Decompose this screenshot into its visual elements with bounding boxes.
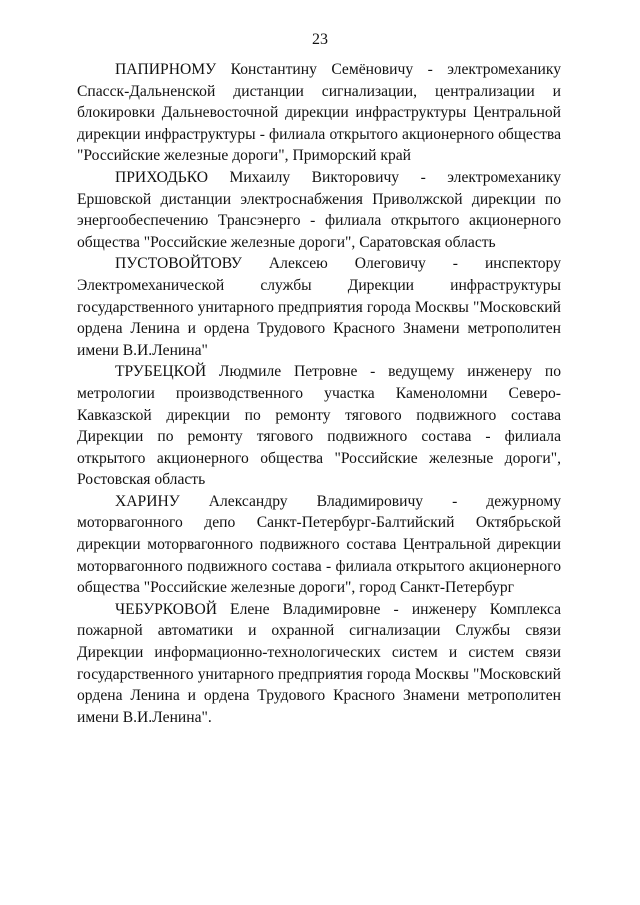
- award-entry-pustovoytovu: ПУСТОВОЙТОВУ Алексею Олеговичу - инспектору Электромеханической службы Дирекции инфраструктуры государственного унитарного предприятия города Москвы "Московский ордена Ленина и ордена Трудового Красного Знамени метрополитен имени В.И.Ленина": [77, 255, 561, 359]
- award-list: [77, 59, 561, 728]
- award-entry-prikhodko: ПРИХОДЬКО Михаилу Викторовичу - электромеханику Ершовской дистанции электроснабжения Приволжской дирекции по энергообеспечению Трансэнерго - филиала открытого акционерного общества "Российские железные дороги", Саратовская область: [77, 168, 561, 251]
- award-entry-cheburkovoy: ЧЕБУРКОВОЙ Елене Владимировне - инженеру Комплекса пожарной автоматики и охранной сигнализации Службы связи Дирекции информационно-технологических систем и систем связи государственного унитарного предприятия города Москвы "Московский ордена Ленина и ордена Трудового Красного Знамени метрополитен имени В.И.Ленина".: [77, 600, 561, 726]
- award-entry-trubetskoy: ТРУБЕЦКОЙ Людмиле Петровне - ведущему инженеру по метрологии производственного участка Каменоломни Северо-Кавказской дирекции по ремонту тягового подвижного состава Дирекции по ремонту тягового подвижного состава - филиала открытого акционерного общества "Российские железные дороги", Ростовская область: [77, 363, 561, 489]
- award-entry-papirnomu: ПАПИРНОМУ Константину Семёновичу - электромеханику Спасск-Дальненской дистанции сигнализации, централизации и блокировки Дальневосточной дирекции инфраструктуры Центральной дирекции инфраструктуры - филиала открытого акционерного общества "Российские железные дороги", Приморский край: [77, 61, 561, 165]
- page-number: 23: [312, 31, 328, 48]
- award-entry-kharinu: ХАРИНУ Александру Владимировичу - дежурному моторвагонного депо Санкт-Петербург-Балтийский Октябрьской дирекции моторвагонного подвижного состава Центральной дирекции моторвагонного подвижного состава - филиала открытого акционерного общества "Российские железные дороги", город Санкт-Петербург: [77, 492, 561, 597]
